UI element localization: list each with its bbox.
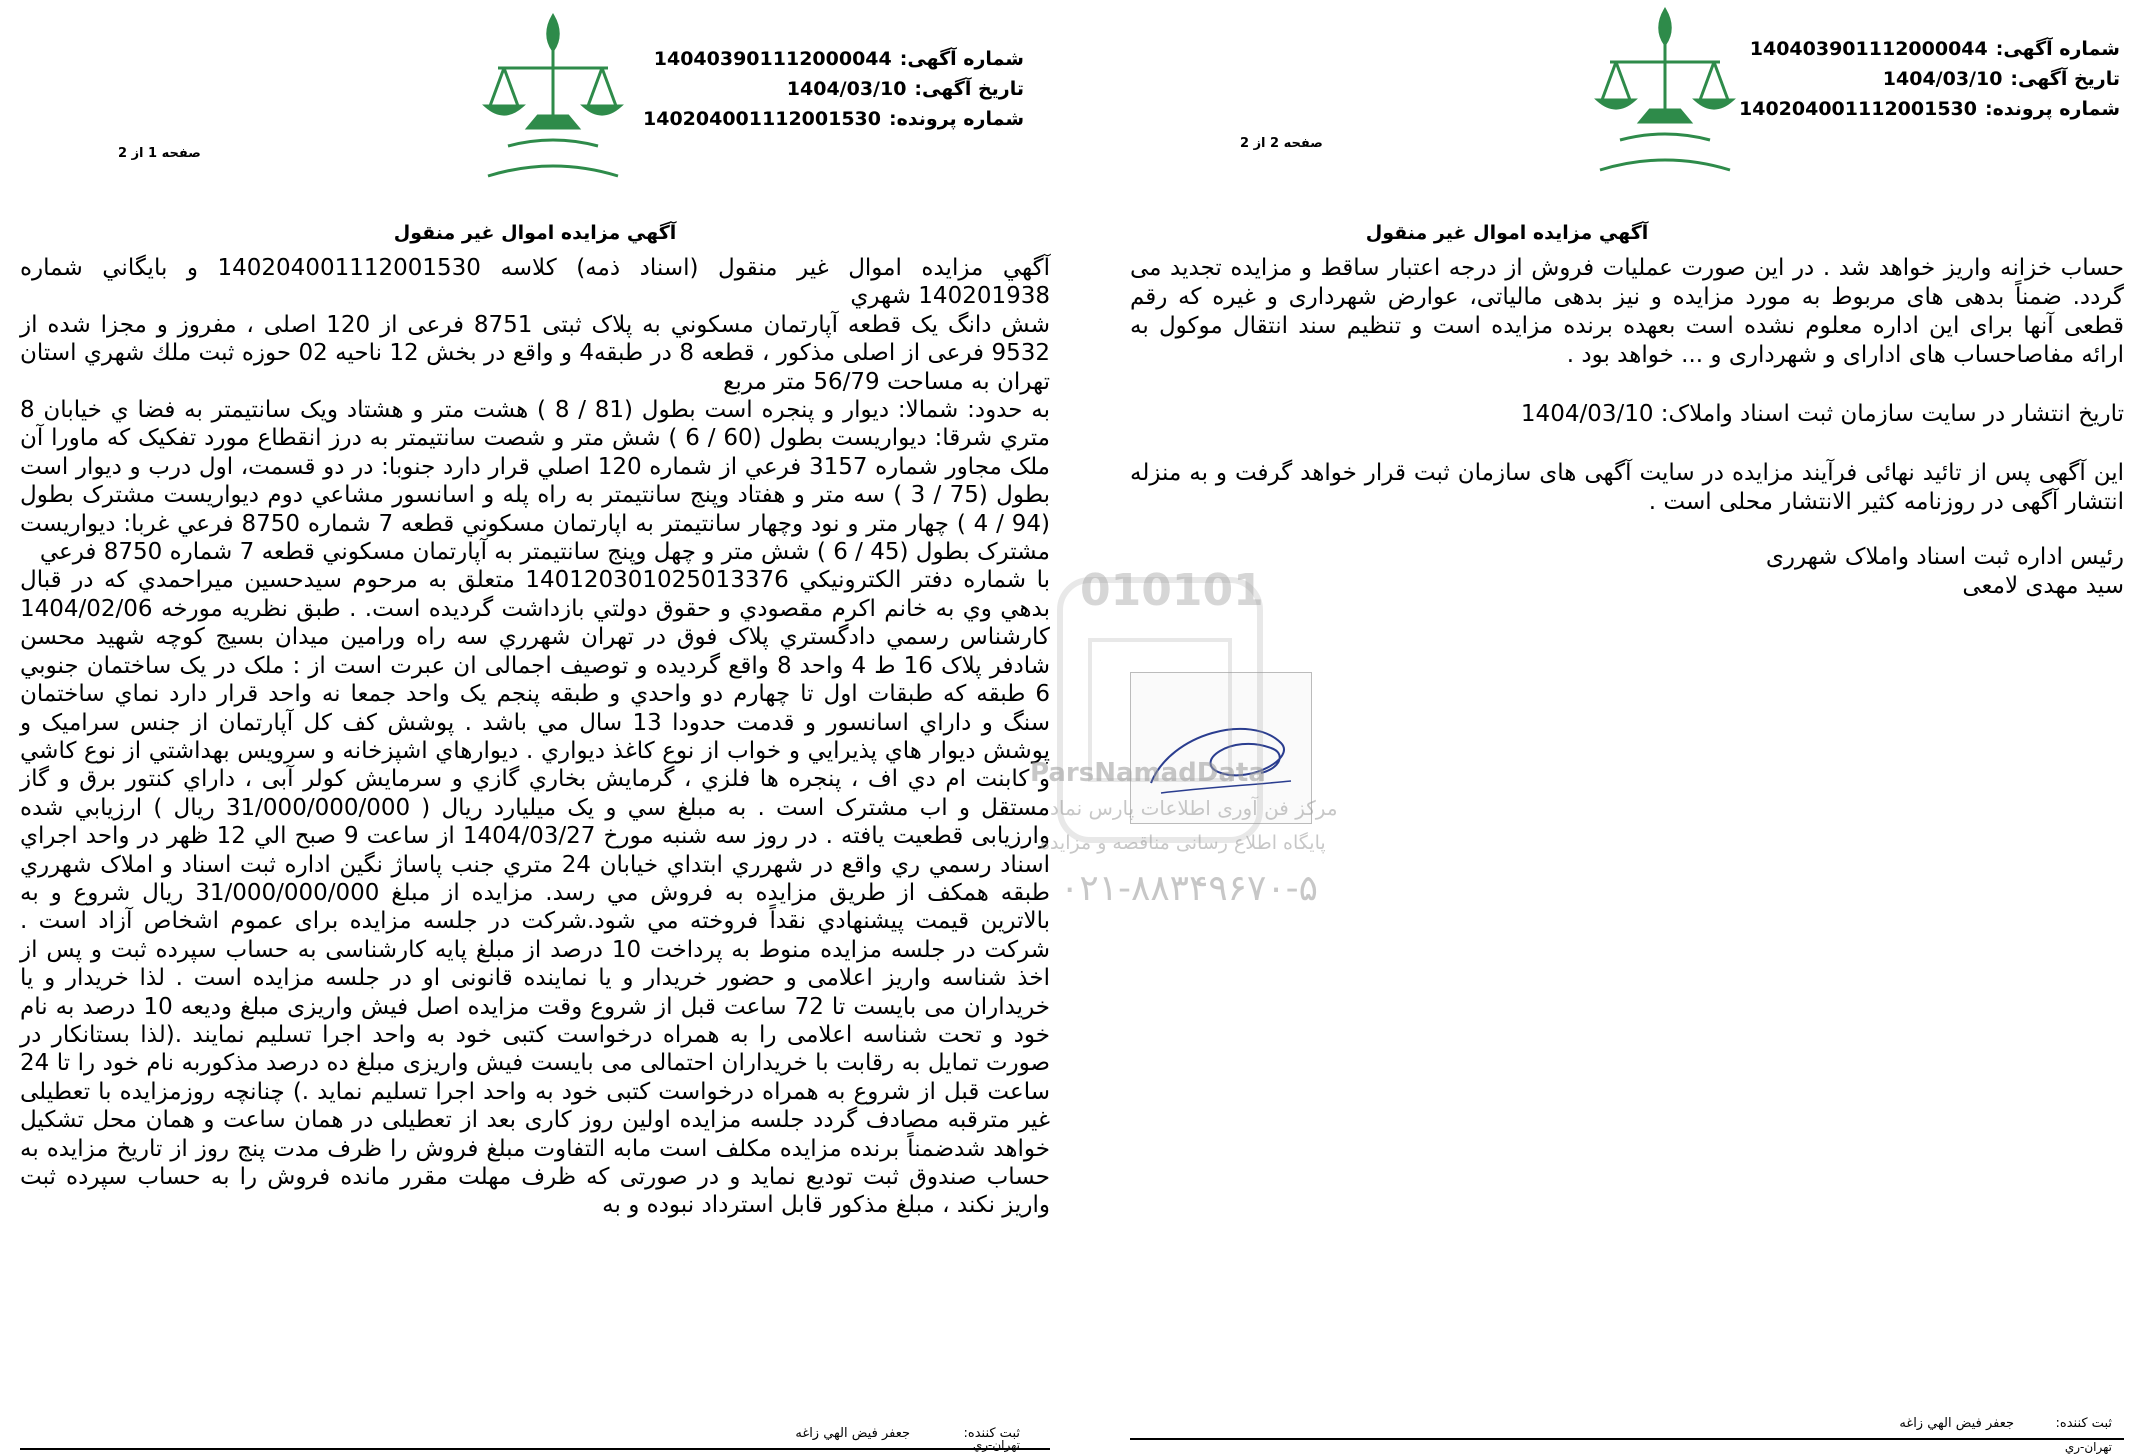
- ad-date: 1404/03/10: [1882, 68, 2003, 90]
- watermark-binary: 010101: [1080, 565, 1264, 616]
- ad-date-label: تاریخ آگهی:: [914, 78, 1024, 100]
- paragraph: این آگهی پس از تائید نهائی فرآیند مزایده در سایت آگهی های سازمان ثبت قرار خواهد گرفت و به منزله انتشار آگهی در روزنامه کثیر الانتشار محلی است .: [1130, 460, 2124, 515]
- ad-meta: [643, 44, 1024, 134]
- footer-city: تهران-ري: [2064, 1440, 2112, 1454]
- footer-divider: [20, 1448, 1050, 1450]
- watermark-phone: ۰۲۱-۸۸۳۴۹۶۷۰-۵: [1060, 868, 1319, 909]
- registrar-label: ثبت کننده:: [2055, 1416, 2112, 1431]
- paragraph: آگهي مزايده اموال غير منقول (اسناد ذمه) كلاسه 140204001112001530 و بايگاني شماره 140201938 شهري: [20, 255, 1050, 310]
- ad-meta: [1739, 34, 2120, 124]
- case-number: 140204001112001530: [643, 108, 881, 130]
- ad-date: 1404/03/10: [786, 78, 907, 100]
- paragraph: با شماره دفتر الكترونيكي 140120301025013376 متعلق به مرحوم سيدحسين ميراحمدي كه در قبال بدهي وي به خانم اكرم مقصودي و حقوق دولتي بازداشت گرديده است. . طبق نظريه مورخه 1404/02/06 کارشناس رسمي دادگستري پلاک فوق در تهران شهرري سه راه ورامين ميدان بسيج کوچه شهيد محسن شادفر پلاک 16 ط 4 واحد 8 واقع گرديده و توصيف اجمالی ان عبرت است از : ملک در يک ساختمان جنوبي 6 طبقه که طبقات اول تا چهارم دو واحدي و طبقه پنجم يک واحد جمعا نه واحد قرار دارد نماي ساختمان سنگ و داراي اسانسور و قدمت حدودا 13 سال مي باشد . پوشش کف کل آپارتمان از جنس سراميک و پوشش ديوار هاي پذيرايي و خواب از نوع کاغذ ديواري . ديوارهاي اشپزخانه و سرويس بهداشتي از نوع کاشي و کابنت ام دي اف ، پنجره ها فلزي ، گرمايش بخاري گازي و سرمايش کولر آبی ، داراي کنتور برق و گاز مستقل و اب مشترک است . به مبلغ سي و يک ميليارد ريال ( 31/000/000/000 ريال ) ارزيابي شده وارزيابی قطعيت يافته . در روز سه شنبه مورخ 1404/03/27 از ساعت 9 صبح الي 12 ظهر در واحد اجراي اسناد رسمي ري واقع در شهرري ابتداي خيابان 24 متري جنب پاساژ نگين اداره ثبت اسناد و املاک شهرري طبقه همکف از طريق مزايده به فروش مي رسد. مزايده از مبلغ 31/000/000/000 ريال شروع و به بالاترين قيمت پيشنهادي نقداً فروخته مي شود.شرکت در جلسه مزايده برای عموم اشخاص آزاد است . شرکت در جلسه مزايده منوط به پرداخت 10 درصد از مبلغ پايه كارشناسی به حساب سپرده ثبت و پس از اخذ شناسه واريز اعلامی و حضور خريدار و يا نماينده قانونی او در جلسه مزايده است . لذا خريدار و يا خريداران می بايست تا 72 ساعت قبل از شروع وقت مزايده اصل فيش واريزی مبلغ وديعه 10 درصد به نام خود و تحت شناسه اعلامی را به همراه درخواست كتبی خود به واحد اجرا تسليم نمايند .(لذا بستانكار در صورت تمايل به رقابت با خريداران احتمالی می بايست فيش واريزی مبلغ ده درصد مذكوربه نام خود را تا 24 ساعت قبل از شروع به همراه درخواست كتبی خود به واحد اجرا تسليم نمايد .) چنانچه روزمزايده با تعطيلی غير مترقبه مصادف گردد جلسه مزايده اولين روز كاری بعد از تعطيلی در همان ساعت و همان محل تشكيل خواهد شدضمناً برنده مزايده مكلف است مابه التفاوت مبلغ فروش را ظرف مدت پنج روز از تاريخ مزايده به حساب صندوق ثبت توديع نمايد و در صورتی كه ظرف مهلت مقرر مانده فروش را به حساب سپرده ثبت واريز نكند ، مبلغ مذكور قابل استرداد نبوده و به: [20, 567, 1050, 1219]
- watermark-org-line1: مرکز فن آوری اطلاعات پارس نماد: [1050, 796, 1338, 820]
- ad-number: 140403901112000044: [653, 48, 892, 70]
- signatory-name: سید مهدی لامعی: [1962, 573, 2124, 599]
- watermark-org-line2: پایگاه اطلاع رسانی مناقصه و مزایده: [1040, 832, 1326, 854]
- registrar-label: ثبت کننده:: [963, 1426, 1020, 1441]
- page-title: آگهي مزايده اموال غير منقول: [393, 222, 677, 244]
- judiciary-emblem-icon: [1580, 0, 1750, 190]
- signatory-title: رئیس اداره ثبت اسناد واملاک شهرری: [1765, 544, 2124, 570]
- case-number-label: شماره پرونده:: [888, 108, 1024, 130]
- paragraph: شش دانگ يک قطعه آپارتمان مسكوني به پلاک ثبتی 8751 فرعی از 120 اصلی ، مفروز و مجزا شده از 9532 فرعی از اصلی مذکور ، قطعه 8 در طبقه4 و واقع در بخش 12 ناحيه 02 حوزه ثبت ملك شهري استان تهران به مساحت 56/79 متر مربع: [20, 311, 1050, 395]
- footer-divider: [1130, 1438, 2124, 1440]
- registrar-name: جعفر فيض الهي زاغه: [1899, 1416, 2014, 1431]
- announcement-body: [1130, 254, 2124, 601]
- case-number-label: شماره پرونده:: [1984, 98, 2120, 120]
- publish-date-line: تاریخ انتشار در سایت سازمان ثبت اسناد واملاک: 1404/03/10: [1520, 401, 2124, 427]
- footer-city: تهران-ري: [972, 1438, 1020, 1452]
- paragraph: حساب خزانه واريز خواهد شد . در اين صورت عمليات فروش از درجه اعتبار ساقط و مزايده تجديد می گردد. ضمناً بدهی های مربوط به مورد مزايده و نيز بدهی مالياتی، عوارض شهرداری و غيره كه رقم قطعی آنها برای اين اداره معلوم نشده است بعهده برنده مزايده است و تنظيم سند انتقال موكول به ارائه مفاصاحساب های ادارای و شهرداری و ... خواهد بود .: [1130, 255, 2124, 368]
- paragraph: به حدود: شمالا: ديوار و پنجره است بطول (81 / 8 ) هشت متر و هشتاد ويک سانتيمتر به فضا ي خيابان 8 متري شرقا: ديواريست بطول (60 / 6 ) شش متر و شصت سانتيمتر به درز انقطاع مورد تفكيک كه ماورا آن ملک مجاور شماره 3157 فرعي از شماره 120 اصلي قرار دارد جنوبا: در دو قسمت، اول درب و ديوار است بطول (75 / 3 ) سه متر و هفتاد وپنج سانتيمتر به راه پله و اسانسور مشاعي دوم ديواريست مشترک بطول (94 / 4 ) چهار متر و نود وچهار سانتيمتر به اپارتمان مسكوني قطعه 7 شماره 8750 فرعي غربا: ديواريست مشترک بطول (45 / 6 ) شش متر و چهل وپنج سانتيمتر به آپارتمان مسكوني قطعه 7 شماره 8750 فرعي: [20, 397, 1051, 566]
- page-1: [20, 0, 1050, 1456]
- page-title: آگهي مزايده اموال غير منقول: [1365, 222, 1649, 244]
- ad-date-label: تاریخ آگهی:: [2010, 68, 2120, 90]
- ad-number: 140403901112000044: [1749, 38, 1988, 60]
- page-number: صفحه 2 از 2: [1240, 136, 1323, 151]
- announcement-body: [20, 254, 1050, 1220]
- watermark-site: ParsNamadData: [1030, 758, 1266, 788]
- case-number: 140204001112001530: [1739, 98, 1977, 120]
- registrar-name: جعفر فيض الهي زاغه: [795, 1426, 910, 1441]
- judiciary-emblem-icon: [468, 6, 638, 196]
- ad-number-label: شماره آگهی:: [899, 48, 1024, 70]
- page-number: صفحه 1 از 2: [118, 146, 201, 161]
- ad-number-label: شماره آگهی:: [1995, 38, 2120, 60]
